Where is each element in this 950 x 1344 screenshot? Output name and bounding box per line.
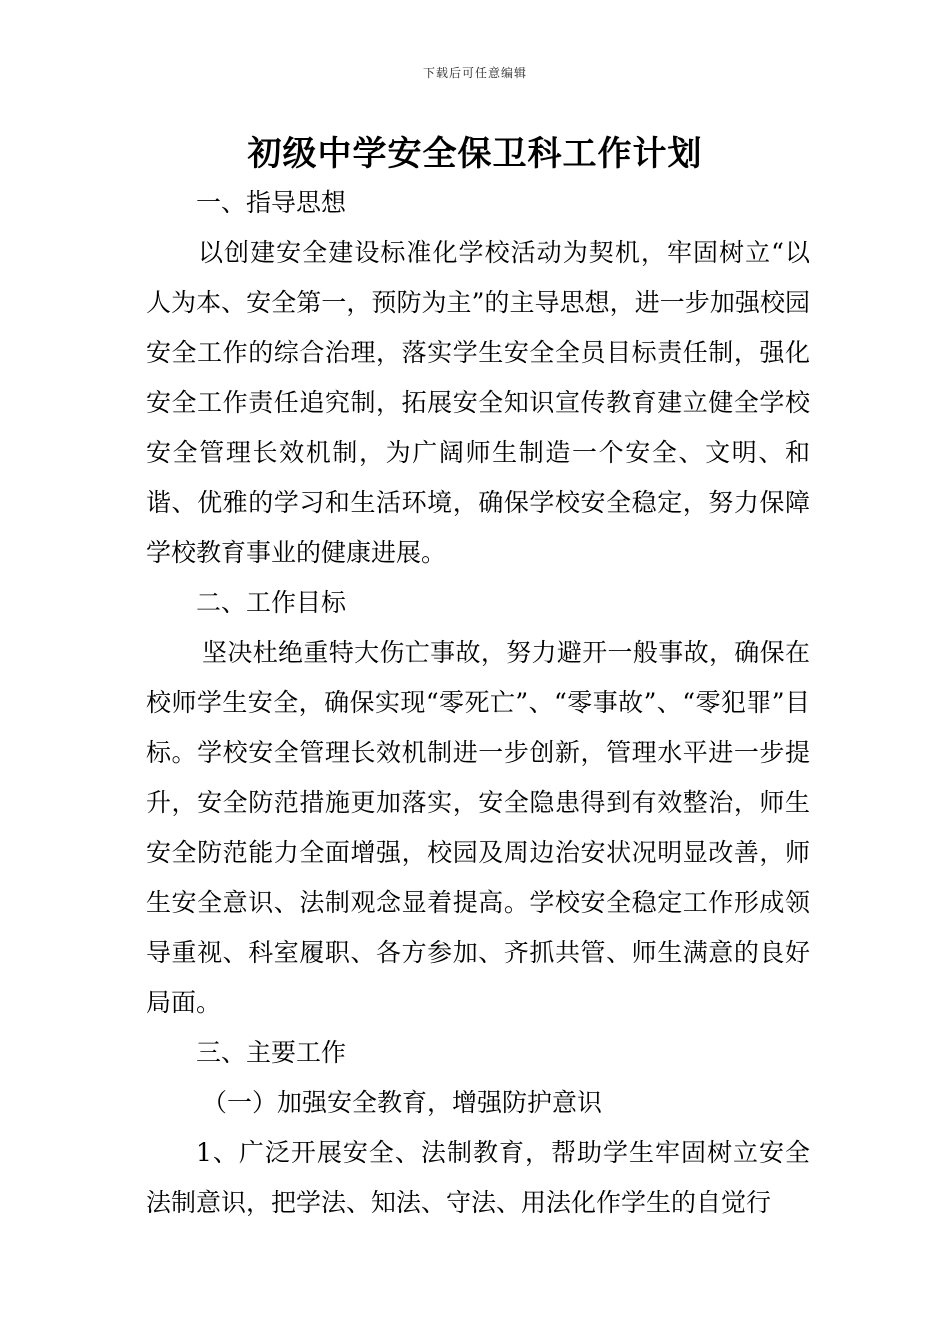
document-title: 初级中学安全保卫科工作计划 <box>247 134 703 174</box>
section-heading-guiding-ideology: 一、指导思想 <box>196 188 347 217</box>
subsection-heading-safety-education: （一）加强安全教育，增强防护意识 <box>202 1088 603 1117</box>
section-heading-main-work: 三、主要工作 <box>196 1038 347 1067</box>
section-heading-work-goals: 二、工作目标 <box>196 588 347 617</box>
header-note: 下载后可任意编辑 <box>422 66 527 80</box>
list-item-safety-legal-education: 1、广泛开展安全、法制教育，帮助学生牢固树立安全法制意识，把学法、知法、守法、用法化作学生的自觉行 <box>146 1138 810 1217</box>
document-body <box>146 178 810 1228</box>
section-paragraph-work-goals: 坚决杜绝重特大伤亡事故，努力避开一般事故，确保在校师学生安全，确保实现“零死亡”、“零事故”、“零犯罪”目标。学校安全管理长效机制进一步创新，管理水平进一步提升，安全防范措施更加落实，安全隐患得到有效整治，师生安全防范能力全面增强，校园及周边治安状况明显改善，师生安全意识、法制观念显着提高。学校安全稳定工作形成领导重视、科室履职、各方参加、齐抓共管、师生满意的良好局面。 <box>146 638 810 1017</box>
section-paragraph-guiding-ideology: 以创建安全建设标准化学校活动为契机，牢固树立“以人为本、安全第一，预防为主”的主导思想，进一步加强校园安全工作的综合治理，落实学生安全全员目标责任制，强化安全工作责任追究制，拓展安全知识宣传教育建立健全学校安全管理长效机制，为广阔师生制造一个安全、文明、和谐、优雅的学习和生活环境，确保学校安全稳定，努力保障学校教育事业的健康进展。 <box>146 238 810 567</box>
